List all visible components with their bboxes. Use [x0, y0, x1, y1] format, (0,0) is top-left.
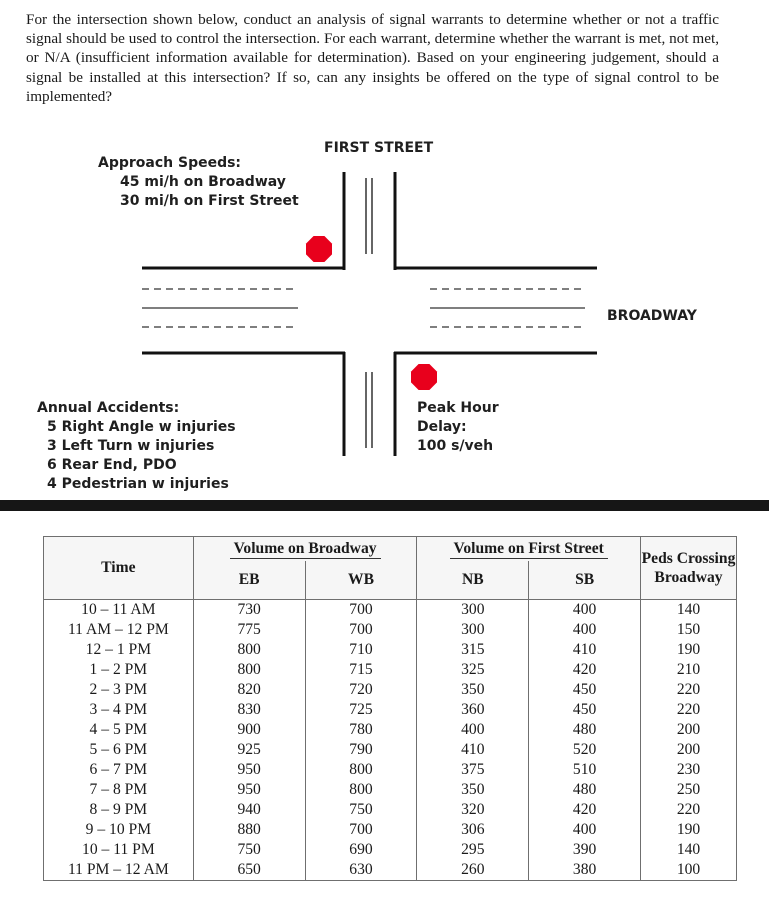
wb-cell: 720: [305, 680, 417, 700]
time-cell: 12 – 1 PM: [44, 640, 194, 660]
broadway-volume-header-text: Volume on Broadway: [230, 540, 381, 559]
approach-speed-broadway: 45 mi/h on Broadway: [120, 174, 286, 190]
peds-cell: 190: [641, 820, 737, 840]
table-row: [44, 780, 737, 800]
peds-cell: 210: [641, 660, 737, 680]
wb-cell: 690: [305, 840, 417, 860]
wb-cell: 750: [305, 800, 417, 820]
peds-cell: 220: [641, 680, 737, 700]
sb-cell: 400: [529, 600, 641, 621]
delay-line-2: Delay:: [417, 419, 467, 435]
delay-line-3: 100 s/veh: [417, 438, 494, 454]
time-cell: 11 AM – 12 PM: [44, 620, 194, 640]
time-header: Time: [44, 537, 194, 600]
wb-cell: 800: [305, 760, 417, 780]
nb-cell: 320: [417, 800, 529, 820]
sb-cell: 450: [529, 700, 641, 720]
nb-cell: 325: [417, 660, 529, 680]
time-cell: 4 – 5 PM: [44, 720, 194, 740]
table-row: [44, 600, 737, 621]
wb-cell: 780: [305, 720, 417, 740]
eb-cell: 925: [193, 740, 305, 760]
nb-cell: 375: [417, 760, 529, 780]
sb-cell: 390: [529, 840, 641, 860]
table-row: [44, 860, 737, 881]
table-row: [44, 620, 737, 640]
eb-cell: 650: [193, 860, 305, 881]
peds-cell: 140: [641, 840, 737, 860]
nb-cell: 410: [417, 740, 529, 760]
eb-cell: 800: [193, 660, 305, 680]
first-street-label: FIRST STREET: [324, 140, 434, 156]
wb-cell: 700: [305, 620, 417, 640]
nb-header: NB: [417, 561, 529, 600]
time-cell: 1 – 2 PM: [44, 660, 194, 680]
time-cell: 2 – 3 PM: [44, 680, 194, 700]
broadway-volume-header: [193, 537, 417, 562]
accident-pedestrian: 4 Pedestrian w injuries: [47, 476, 229, 492]
nb-cell: 360: [417, 700, 529, 720]
section-divider: [0, 500, 769, 511]
table-row: [44, 760, 737, 780]
nb-cell: 260: [417, 860, 529, 881]
first-street-volume-header: [417, 537, 641, 562]
nb-cell: 306: [417, 820, 529, 840]
first-street-volume-header-text: Volume on First Street: [450, 540, 608, 559]
sb-cell: 400: [529, 620, 641, 640]
nb-cell: 315: [417, 640, 529, 660]
peds-cell: 220: [641, 700, 737, 720]
table-row: [44, 680, 737, 700]
sb-cell: 480: [529, 720, 641, 740]
table-row: [44, 660, 737, 680]
wb-cell: 700: [305, 600, 417, 621]
table-row: [44, 820, 737, 840]
volume-table: [43, 536, 737, 881]
eb-cell: 950: [193, 780, 305, 800]
sb-cell: 420: [529, 800, 641, 820]
time-cell: 3 – 4 PM: [44, 700, 194, 720]
time-cell: 11 PM – 12 AM: [44, 860, 194, 881]
table-row: [44, 740, 737, 760]
eb-cell: 830: [193, 700, 305, 720]
time-cell: 6 – 7 PM: [44, 760, 194, 780]
accident-right-angle: 5 Right Angle w injuries: [47, 419, 236, 435]
sb-cell: 480: [529, 780, 641, 800]
nb-cell: 300: [417, 620, 529, 640]
eb-cell: 900: [193, 720, 305, 740]
peds-cell: 250: [641, 780, 737, 800]
sb-cell: 400: [529, 820, 641, 840]
eb-cell: 880: [193, 820, 305, 840]
table-row: [44, 720, 737, 740]
nb-cell: 350: [417, 680, 529, 700]
peds-cell: 100: [641, 860, 737, 881]
table-row: [44, 640, 737, 660]
nb-cell: 350: [417, 780, 529, 800]
accidents-title: Annual Accidents:: [37, 400, 180, 416]
sb-header: SB: [529, 561, 641, 600]
wb-cell: 800: [305, 780, 417, 800]
approach-speeds-title: Approach Speeds:: [98, 155, 242, 171]
annual-accidents: [37, 399, 236, 494]
wb-cell: 715: [305, 660, 417, 680]
wb-cell: 630: [305, 860, 417, 881]
approach-speeds: [98, 154, 299, 211]
wb-cell: 700: [305, 820, 417, 840]
nb-cell: 300: [417, 600, 529, 621]
time-cell: 5 – 6 PM: [44, 740, 194, 760]
eb-cell: 730: [193, 600, 305, 621]
nb-cell: 400: [417, 720, 529, 740]
delay-line-1: Peak Hour: [417, 400, 499, 416]
accident-rear-end: 6 Rear End, PDO: [47, 457, 177, 473]
sb-cell: 410: [529, 640, 641, 660]
wb-cell: 710: [305, 640, 417, 660]
eb-cell: 950: [193, 760, 305, 780]
eb-cell: 775: [193, 620, 305, 640]
approach-speed-first-street: 30 mi/h on First Street: [120, 193, 299, 209]
sb-cell: 420: [529, 660, 641, 680]
volume-table-body: [44, 600, 737, 881]
stop-sign-southeast: [411, 364, 437, 390]
time-cell: 7 – 8 PM: [44, 780, 194, 800]
peak-hour-delay: [417, 399, 499, 456]
time-cell: 9 – 10 PM: [44, 820, 194, 840]
peds-cell: 220: [641, 800, 737, 820]
peds-cell: 190: [641, 640, 737, 660]
time-cell: 10 – 11 PM: [44, 840, 194, 860]
peds-cell: 140: [641, 600, 737, 621]
accident-left-turn: 3 Left Turn w injuries: [47, 438, 215, 454]
peds-cell: 230: [641, 760, 737, 780]
table-row: [44, 800, 737, 820]
table-row: [44, 840, 737, 860]
eb-cell: 820: [193, 680, 305, 700]
table-row: [44, 700, 737, 720]
sb-cell: 380: [529, 860, 641, 881]
sb-cell: 510: [529, 760, 641, 780]
peds-crossing-header: Peds Crossing Broadway: [641, 537, 737, 600]
eb-cell: 750: [193, 840, 305, 860]
eb-header: EB: [193, 561, 305, 600]
wb-header: WB: [305, 561, 417, 600]
peds-cell: 150: [641, 620, 737, 640]
stop-sign-northwest: [306, 236, 332, 262]
wb-cell: 790: [305, 740, 417, 760]
sb-cell: 450: [529, 680, 641, 700]
time-cell: 10 – 11 AM: [44, 600, 194, 621]
peds-cell: 200: [641, 740, 737, 760]
peds-cell: 200: [641, 720, 737, 740]
wb-cell: 725: [305, 700, 417, 720]
time-cell: 8 – 9 PM: [44, 800, 194, 820]
eb-cell: 940: [193, 800, 305, 820]
sb-cell: 520: [529, 740, 641, 760]
nb-cell: 295: [417, 840, 529, 860]
broadway-label: BROADWAY: [607, 308, 697, 324]
eb-cell: 800: [193, 640, 305, 660]
problem-statement: For the intersection shown below, conduct an analysis of signal warrants to determine whether or not a traffic signal should be used to control the intersection. For each warrant, determine whether the warrant is met, not met, or N/A (insufficient information available for determination). Based on your engineering judgement, should a signal be installed at this intersection? If so, can any insights be offered on the type of signal control to be implemented?: [26, 11, 719, 105]
